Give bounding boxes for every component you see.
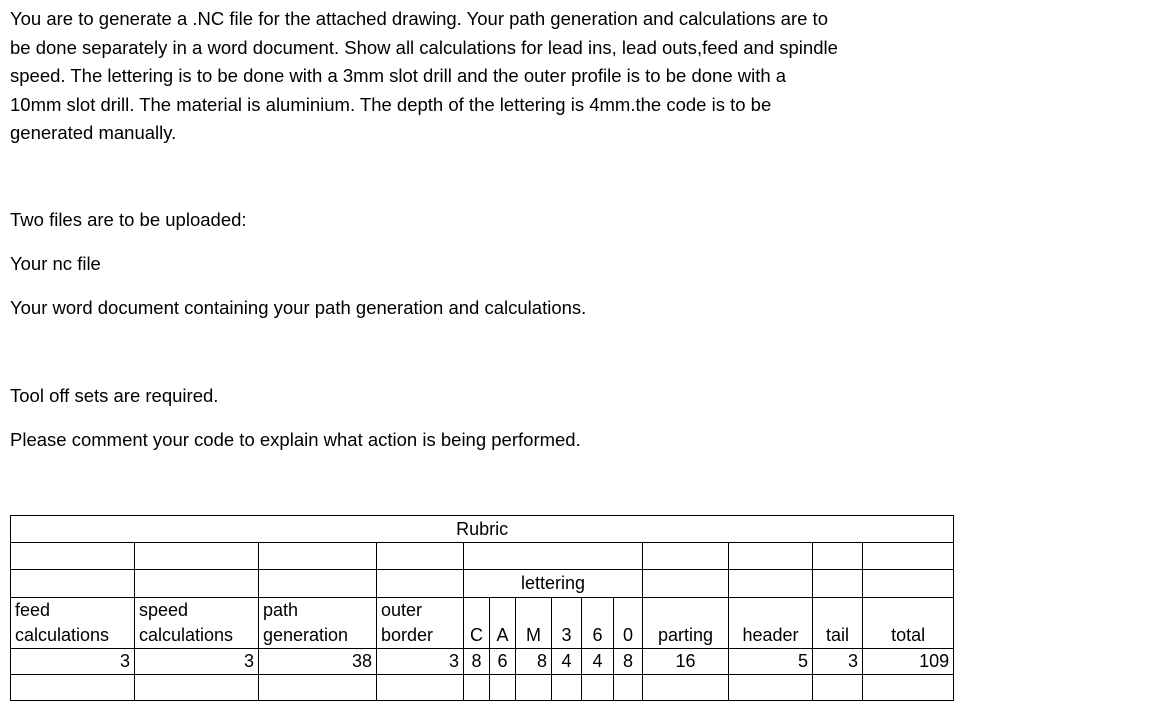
intro-line: 10mm slot drill. The material is aluminium. The depth of the lettering is 4mm.the code is to be (10, 93, 772, 115)
value-letter: 8 (464, 649, 490, 675)
header-total: total (863, 598, 954, 649)
value-total: 109 (863, 649, 954, 675)
rubric-title: Rubric (11, 516, 954, 543)
header-letter: A (490, 598, 516, 649)
rubric-header-row (11, 598, 954, 649)
upload-item-nc: Your nc file (10, 253, 101, 274)
value-letter: 8 (516, 649, 552, 675)
header-feed: feed calculations (11, 598, 135, 649)
header-letter: 6 (582, 598, 614, 649)
header-tail: tail (813, 598, 863, 649)
intro-line: generated manually. (10, 122, 177, 143)
uploads-heading: Two files are to be uploaded: (10, 209, 247, 230)
rubric-values-row (11, 649, 954, 675)
intro-paragraph (10, 5, 910, 148)
header-speed: speed calculations (135, 598, 259, 649)
header-letter: C (464, 598, 490, 649)
value-path: 38 (259, 649, 377, 675)
value-speed: 3 (135, 649, 259, 675)
rubric-empty-row (11, 675, 954, 701)
value-letter: 4 (582, 649, 614, 675)
intro-line: be done separately in a word document. Show all calculations for lead ins, lead outs,feed and spindle (10, 36, 838, 58)
value-feed: 3 (11, 649, 135, 675)
value-parting: 16 (643, 649, 729, 675)
upload-item-word: Your word document containing your path generation and calculations. (10, 297, 587, 318)
value-letter: 4 (552, 649, 582, 675)
value-letter: 6 (490, 649, 516, 675)
header-letter: 3 (552, 598, 582, 649)
value-tail: 3 (813, 649, 863, 675)
intro-line: You are to generate a .NC file for the attached drawing. Your path generation and calculations are to (10, 8, 828, 29)
rubric-empty-row (11, 543, 954, 570)
value-letter: 8 (614, 649, 643, 675)
header-letter: 0 (614, 598, 643, 649)
header-parting: parting (643, 598, 729, 649)
header-letter: M (516, 598, 552, 649)
header-header: header (729, 598, 813, 649)
requirement-comment: Please comment your code to explain what action is being performed. (10, 429, 581, 450)
intro-line: speed. The lettering is to be done with a 3mm slot drill and the outer profile is to be done with a (10, 65, 787, 86)
header-outer: outer border (377, 598, 464, 649)
header-path: path generation (259, 598, 377, 649)
rubric-group-row (11, 570, 954, 598)
requirement-offsets: Tool off sets are required. (10, 385, 219, 406)
value-header: 5 (729, 649, 813, 675)
value-outer: 3 (377, 649, 464, 675)
rubric-table (10, 515, 954, 701)
lettering-group-label: lettering (464, 570, 643, 598)
rubric-title-row (11, 516, 954, 543)
